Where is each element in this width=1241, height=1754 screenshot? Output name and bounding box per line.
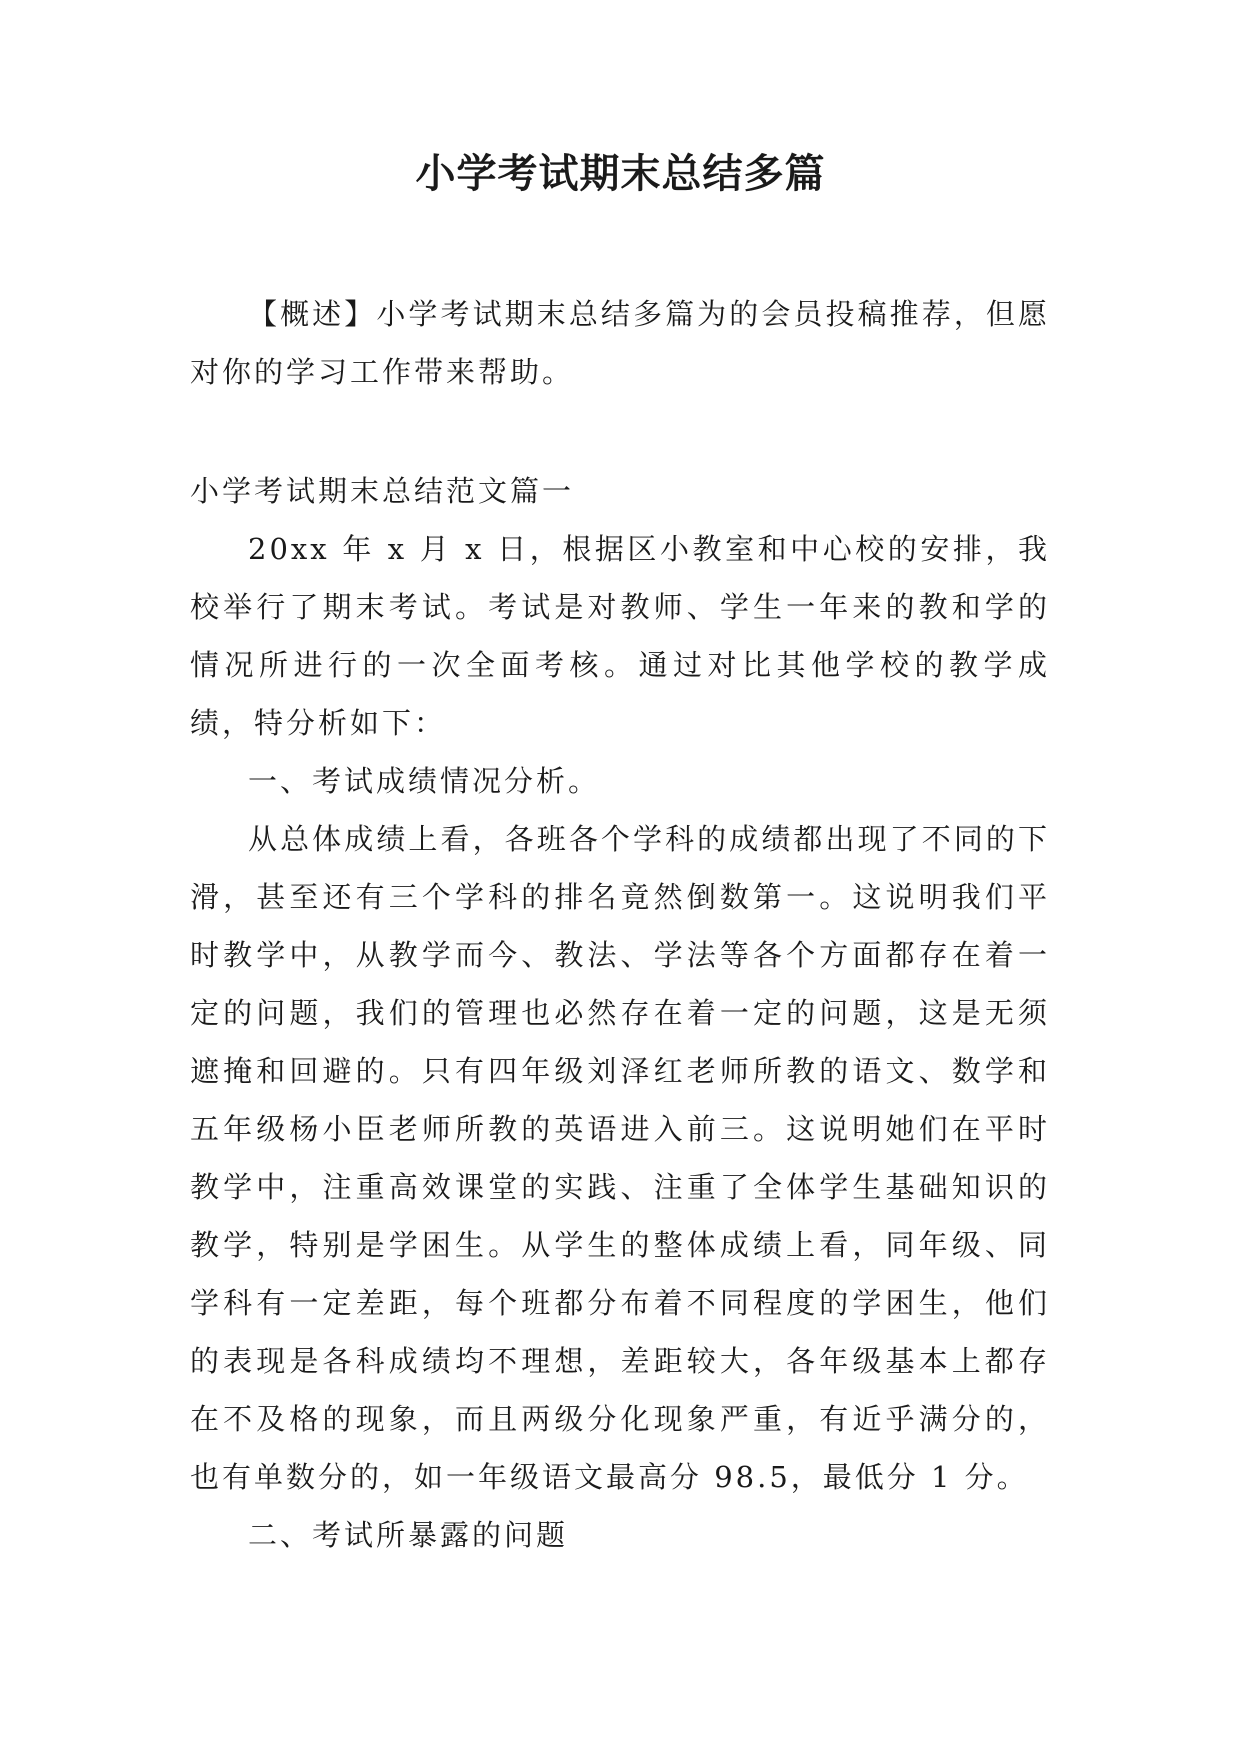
- document-title: 小学考试期末总结多篇: [415, 150, 826, 197]
- section-heading: 二、考试所暴露的问题: [248, 1518, 569, 1552]
- summary-block: [190, 285, 1050, 401]
- document-body: [190, 462, 1050, 1564]
- body-paragraph: 20xx 年 x 月 x 日，根据区小教室和中心校的安排，我校举行了期末考试。考试是对教师、学生一年来的教和学的情况所进行的一次全面考核。通过对比其他学校的教学成绩，特分析如下：: [190, 532, 1050, 740]
- section-title: 小学考试期末总结范文篇一: [190, 474, 575, 508]
- body-paragraph: 从总体成绩上看，各班各个学科的成绩都出现了不同的下滑，甚至还有三个学科的排名竟然倒数第一。这说明我们平时教学中，从教学而今、教法、学法等各个方面都存在着一定的问题，我们的管理也必然存在着一定的问题，这是无须遮掩和回避的。只有四年级刘泽红老师所教的语文、数学和五年级杨小臣老师所教的英语进入前三。这说明她们在平时教学中，注重高效课堂的实践、注重了全体学生基础知识的教学，特别是学困生。从学生的整体成绩上看，同年级、同学科有一定差距，每个班都分布着不同程度的学困生，他们的表现是各科成绩均不理想，差距较大，各年级基本上都存在不及格的现象，而且两级分化现象严重，有近乎满分的，也有单数分的，如一年级语文最高分 98.5，最低分 1 分。: [190, 822, 1050, 1494]
- section-heading: 一、考试成绩情况分析。: [248, 764, 601, 798]
- summary-paragraph: 【概述】小学考试期末总结多篇为的会员投稿推荐，但愿对你的学习工作带来帮助。: [190, 297, 1050, 389]
